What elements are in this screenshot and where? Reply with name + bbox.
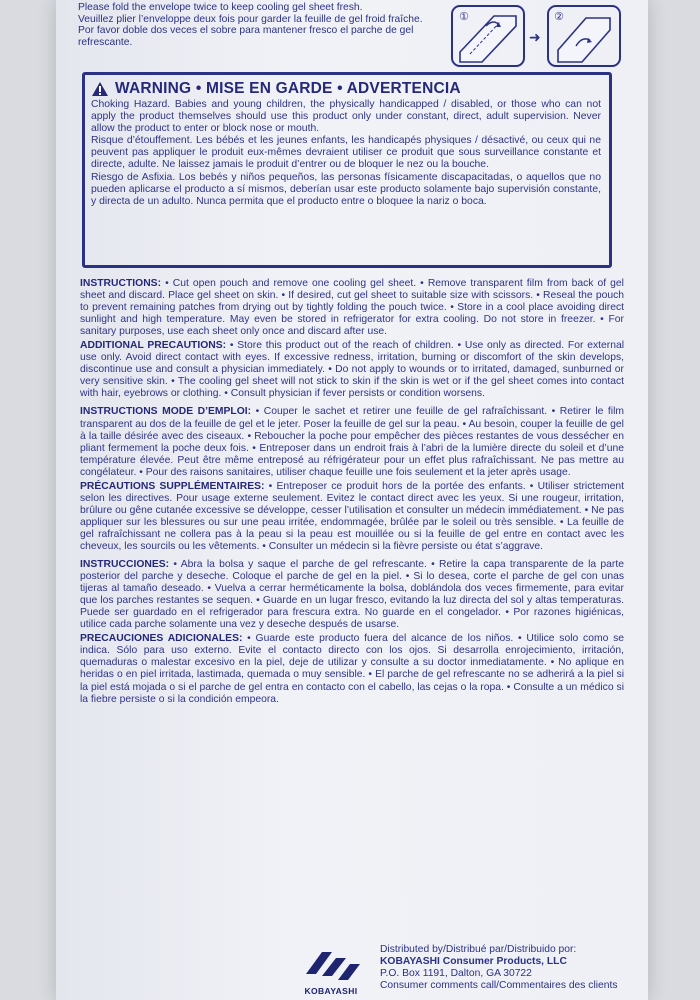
section-instructions-en	[80, 278, 624, 338]
section-text: • Entreposer ce produit hors de la portée des enfants. • Utiliser strictement selon les directives. Pour usage externe seulement. Evitez le contact direct avec les yeux. Si une rougeur, irritation, brûlure ou gêne cutanée excessive se développe, cesser l’utilisation et consulter un médecin immédiatement. • Ne pas appliquer sur les blessures ou sur une peau irritée, endommagée, brûlée par le soleil ou très sensible. • La feuille de gel rafraîchissant ne collera pas à la peau si la peau est mouillée ou si la feuille de gel entre en contact avec les cheveux, les sourcils ou les vêtements. • Consulter un médecin si la fièvre persiste ou état s’aggrave.	[80, 480, 624, 552]
fold-note-en: Please fold the envelope twice to keep cooling gel sheet fresh.	[78, 2, 363, 13]
fold-note-fr: Veuillez plier l’enveloppe deux fois pour garder la feuille de gel froid fraîche.	[78, 13, 423, 25]
section-precautions-es	[80, 633, 624, 705]
section-heading: INSTRUCTIONS:	[80, 278, 162, 289]
logo-wordmark: KOBAYASHI	[304, 986, 358, 996]
section-heading: PRÉCAUTIONS SUPPLÉMENTAIRES:	[80, 480, 265, 492]
fold-step-two-label: ②	[554, 10, 564, 23]
section-instructions-es	[80, 559, 624, 631]
section-precautions-fr	[80, 481, 624, 553]
kobayashi-logo	[292, 946, 370, 1000]
section-heading: PRECAUCIONES ADICIONALES:	[80, 633, 243, 645]
distributed-by-label: Distributed by/Distribué par/Distribuido por:	[380, 944, 577, 955]
fold-note-es-line1: Por favor doble dos veces el sobre para mantener fresco el parche de gel	[78, 25, 414, 37]
warning-body	[91, 99, 601, 208]
section-precautions-en	[80, 340, 624, 400]
warning-text-es: Riesgo de Asfixia. Los bebés y niños pequeños, las personas físicamente discapacitadas, o aquellos que no pueden aplicarse el producto a sí mismos, deberían usar este producto solamente bajo supervisión constante, y directa de un adulto. Nunca permita que el producto entre o bloquee la nariz o boca.	[91, 171, 601, 207]
fold-step-two-icon	[548, 6, 620, 66]
warning-text-fr: Risque d’étouffement. Les bébés et les jeunes enfants, les handicapés physiques / désactivé, ou ceux qui ne peuvent pas appliquer le produit eux-mêmes devraient utiliser ce produit que sous surveillance constante et directe, adulte. Ne laissez jamais le produit d’entrer ou de bloquer le nez ou la bouche.	[91, 135, 601, 171]
section-heading: INSTRUCCIONES:	[80, 559, 170, 571]
section-text: • Guarde este producto fuera del alcance de los niños. • Utilice solo como se indica. Sólo para uso externo. Evite el contacto directo con los ojos. Si desarrolla enrojecimiento, irritación, quemaduras o malestar excesivo en la piel, deje de utilizar y consulte a su doctor inmediatamente. • No aplique en heridas o en piel irritada, lastimada, quemada o muy sensible. • El parche de gel refrescante no se adherirá a la piel si la piel está mojada o si el parche de gel entra en contacto con el cabello, las cejas o la ropa. • Consulte a un médico si la fiebre persiste o si la condición empeora.	[80, 633, 625, 705]
fold-step-one-icon	[452, 6, 524, 66]
fold-diagram	[450, 4, 622, 68]
section-text: • Couper le sachet et retirer une feuille de gel rafraîchissant. • Retirer le film transparent au dos de la feuille de gel et le jeter. Poser la feuille de gel sur la peau. • Au besoin, couper la feuille de gel à la taille désirée avec des ciseaux. • Reboucher la poche pour empêcher des pièces restantes de vous dessécher en pliant fermement la poche deux fois. • Entreposer dans un endroit frais à l’abri de la lumière directe du soleil et d’une température élevée. Peut être même entreposé au réfrigérateur pour un effet plus rafraîchissant. Ne pas mettre au congélateur. • Pour des raisons sanitaires, utiliser chaque feuille une fois seulement et la jeter après usage.	[80, 406, 624, 478]
section-text: • Abra la bolsa y saque el parche de gel refrescante. • Retire la capa transparente de la parte posterior del parche y deseche. Coloque el parche de gel en la piel. • Si lo desea, corte el parche de gel con unas tijeras al tamaño deseado. • Vuelva a cerrar herméticamente la bolsa, doblándola dos veces firmemente, para evitar que los parches restantes se sequen. • Guarde en un lugar fresco, evitando la luz directa del sol y altas temperaturas. Puede ser guardado en el refrigerador para frescura extra. No guarde en el congelador. • Por razones higiénicas, utilice cada parche solamente una vez y deseche después de usarse.	[80, 559, 624, 631]
company-name: KOBAYASHI Consumer Products, LLC	[380, 955, 567, 967]
section-text: • Cut open pouch and remove one cooling gel sheet. • Remove transparent film from back of gel sheet and discard. Place gel sheet on skin. • If desired, cut gel sheet to suitable size with scissors. • Reseal the pouch to prevent remaining patches from drying out by tightly folding the pouch twice. • Store in a cool place avoiding direct sunlight and high temperature. May even be stored in refrigerator for extra cooling. Do not store in freezer. • For sanitary purposes, use each sheet only once and discard after use.	[80, 278, 624, 338]
section-instructions-fr	[80, 406, 624, 478]
warning-heading	[91, 79, 601, 99]
company-address: P.O. Box 1191, Dalton, GA 30722	[380, 967, 532, 979]
warning-box	[82, 72, 612, 268]
warning-title: WARNING • MISE EN GARDE • ADVERTENCIA	[115, 80, 461, 97]
consumer-comments-line: Consumer comments call/Commentaires des clients	[380, 979, 618, 991]
fold-note-es-line2: refrescante.	[78, 36, 133, 48]
kobayashi-logo-icon	[292, 946, 370, 986]
warning-text-en: Choking Hazard. Babies and young children, the physically handicapped / disabled, or those who can not apply the product themselves should use this product only under constant, direct, adult supervision. Never allow the product to enter or block nose or mouth.	[91, 99, 601, 135]
section-heading: INSTRUCTIONS MODE D’EMPLOI:	[80, 406, 252, 418]
fold-arrow-icon: ➜	[529, 30, 541, 46]
section-text: • Store this product out of the reach of children. • Use only as directed. For external use only. Avoid direct contact with eyes. If excessive redness, irritation, burning or discomfort of the skin develops, discontinue use and consult a physician immediately. • Do not apply to wounds or to irritated, damaged, sunburned or very sensitive skin. • The cooling gel sheet will not stick to skin if the skin is wet or if the gel sheet comes into contact with hair, eyebrows or clothing. • Consult physician if fever persists or condition worsens.	[80, 340, 624, 400]
warning-triangle-icon	[91, 81, 109, 97]
directions-block	[80, 278, 624, 712]
distributor-info	[380, 944, 640, 992]
fold-step-one-label: ①	[459, 10, 469, 23]
fold-instructions-note	[78, 2, 454, 48]
product-leaflet	[56, 0, 648, 1000]
section-heading: ADDITIONAL PRECAUTIONS:	[80, 340, 227, 352]
